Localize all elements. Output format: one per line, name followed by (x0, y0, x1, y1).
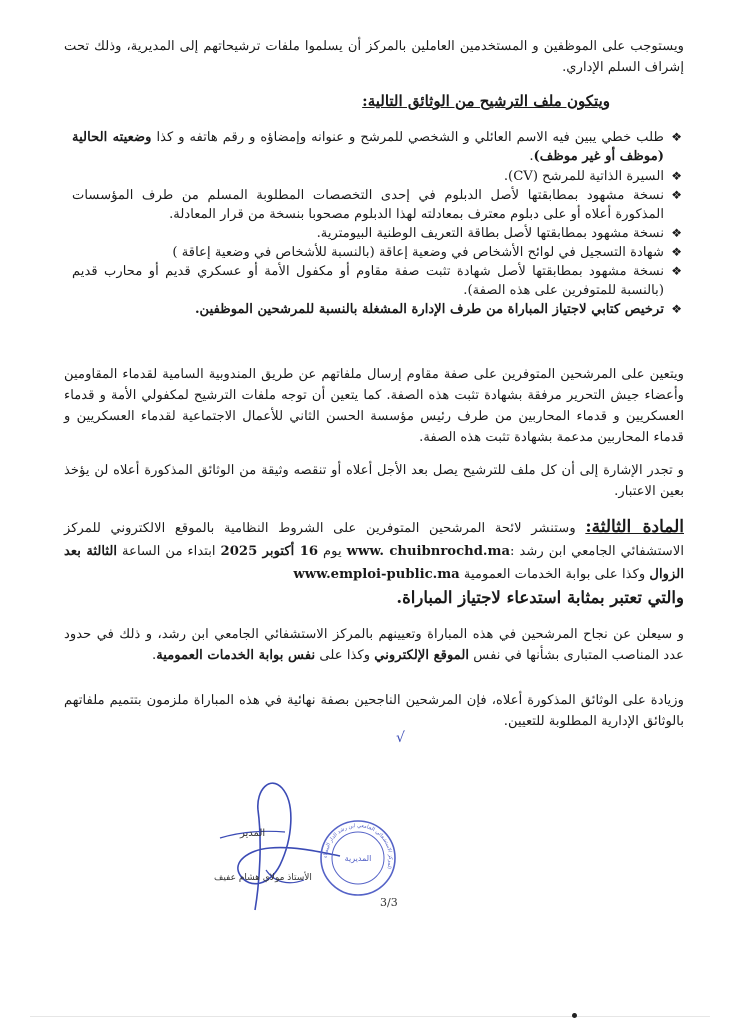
documents-list (72, 128, 682, 319)
list-item (72, 262, 682, 300)
diamond-bullet-icon: ❖ (671, 245, 682, 259)
page-bottom-line (30, 1016, 710, 1017)
page-number: 3/3 (380, 896, 398, 909)
results-text-3: . (151, 648, 157, 663)
publication-date: 16 أكتوبر 2025 (220, 544, 319, 559)
list-item (72, 128, 682, 166)
diamond-bullet-icon: ❖ (671, 130, 682, 144)
bullet-text: طلب خطي يبين فيه الاسم العائلي و الشخصي للمرشح و عنوانه وإمضاؤه و رقم هاتفه و كذا (151, 130, 664, 145)
intro-text: ويستوجب على الموظفين و المستخدمين العاملين بالمركز أن يسلموا ملفات ترشيحاتهم إلى المديرية، وذلك تحت إشراف السلم الإداري. (64, 39, 684, 75)
list-item (72, 300, 682, 319)
diamond-bullet-icon: ❖ (671, 264, 682, 278)
final-paragraph (64, 690, 684, 732)
handwritten-tick-icon: √ (396, 730, 405, 746)
note-paragraph (64, 460, 684, 502)
list-item (72, 224, 682, 243)
hospital-website-link: www. chuibnrochd.ma (346, 544, 511, 559)
diamond-bullet-icon: ❖ (671, 302, 682, 316)
bullet-text: نسخة مشهود بمطابقتها لأصل الدبلوم في إحدى التخصصات المطلوبة المسلم من طرف المؤسسات المذكورة أعلاه أو على دبلوم معترف بمعادلته لهذا الدبلوم مصحوبا بنسخة من قرار المعادلة. (72, 188, 664, 222)
public-portal-link: www.emploi-public.ma (293, 567, 460, 582)
scan-dot (572, 1013, 577, 1018)
final-text: وزيادة على الوثائق المذكورة أعلاه، فإن المرشحين الناجحين بصفة نهائية في هذه المباراة ملزمون بتتميم ملفاتهم بالوثائق الإدارية المطلوبة للتعيين. (64, 693, 684, 729)
bullet-bold-text: ترخيص كتابي لاجتياز المباراة من طرف الإدارة المشغلة بالنسبة للمرشحين الموظفين. (194, 302, 664, 317)
intro-paragraph (64, 36, 684, 78)
section-title: ويتكون ملف الترشيح من الوثائق التالية: (362, 92, 610, 110)
stamp-center-text: المديرية (344, 854, 372, 863)
article-three-text-3: ابتداء من الساعة (117, 544, 221, 559)
bullet-text: نسخة مشهود بمطابقتها لأصل بطاقة التعريف الوطنية البيومترية. (316, 226, 664, 241)
diamond-bullet-icon: ❖ (671, 188, 682, 202)
bullet-bold-text: وضعيته الحالية (موظف أو غير موظف) (72, 130, 664, 164)
article-three-text-1: وستنشر لائحة المرشحين المتوفرين على الشروط النظامية بالموقع الالكتروني للمركز الاستشفائي الجامعي ابن رشد : (64, 521, 685, 559)
note-text: و تجدر الإشارة إلى أن كل ملف للترشيح يصل بعد الأجل أعلاه أو تنقصه وثيقة من الوثائق المذكورة أعلاه لن يؤخذ بعين الاعتبار. (64, 463, 684, 499)
publication-hour: الثالثة بعد الزوال (64, 544, 684, 582)
results-paragraph (64, 624, 684, 666)
bullet-text: نسخة مشهود بمطابقتها لأصل شهادة تثبت صفة مقاوم أو مكفول الأمة أو عسكري قديم أو محارب قديم (بالنسبة للمتوفرين على هذه الصفة). (72, 264, 664, 298)
article-three-title: المادة الثالثة: (585, 517, 684, 537)
convocation-statement: والتي تعتبر بمثابة استدعاء لاجتياز المباراة. (396, 588, 684, 607)
bullet-text: شهادة التسجيل في لوائح الأشخاص في وضعية إعاقة (بالنسبة للأشخاص في وضعية إعاقة ) (172, 245, 664, 260)
stamp-ring-text: المركز الاستشفائي الجامعي ابن رشد الدار البيضاء (322, 822, 394, 870)
article-three-text-4: وكذا على بوابة الخدمات العمومية (459, 567, 650, 582)
veterans-paragraph (64, 364, 684, 448)
diamond-bullet-icon: ❖ (671, 169, 682, 183)
list-item (72, 186, 682, 224)
article-three (64, 516, 684, 611)
director-role: المدير (240, 828, 266, 839)
results-bold-portal: نفس بوابة الخدمات العمومية (156, 648, 316, 663)
results-text-2: وكذا على (315, 648, 375, 663)
results-text-1: و سيعلن عن نجاح المرشحين في هذه المباراة وتعيينهم بالمركز الاستشفائي الجامعي ابن رشد، و ذلك في حدود عدد المناصب المتبارى بشأنها في نفس (64, 627, 684, 663)
list-item (72, 243, 682, 262)
list-item (72, 167, 682, 186)
official-stamp (318, 818, 398, 898)
veterans-text: ويتعين على المرشحين المتوفرين على صفة مقاوم إرسال ملفاتهم عن طريق المندوبية السامية لقدماء المقاومين وأعضاء جيش التحرير مرفقة بشهادة تثبت هذه الصفة. كما يتعين أن توجه ملفات الترشيح لمكفولي الأمة و قدماء العسكريين و قدماء المحاربين من طرف رئيس مؤسسة الحسن الثاني للأعمال الاجتماعية لقدماء العسكريين و قدماء المحاربين مدعمة بشهادة تثبت هذه الصفة. (64, 367, 684, 445)
results-bold-website: الموقع الإلكتروني (374, 648, 470, 663)
bullet-text: السيرة الذاتية للمرشح (CV). (503, 169, 664, 184)
bullet-text-end: . (529, 149, 534, 164)
article-three-text-2: يوم (318, 544, 347, 559)
diamond-bullet-icon: ❖ (671, 226, 682, 240)
director-name: الأستاذ مولاي هشام عفيف (214, 873, 312, 883)
